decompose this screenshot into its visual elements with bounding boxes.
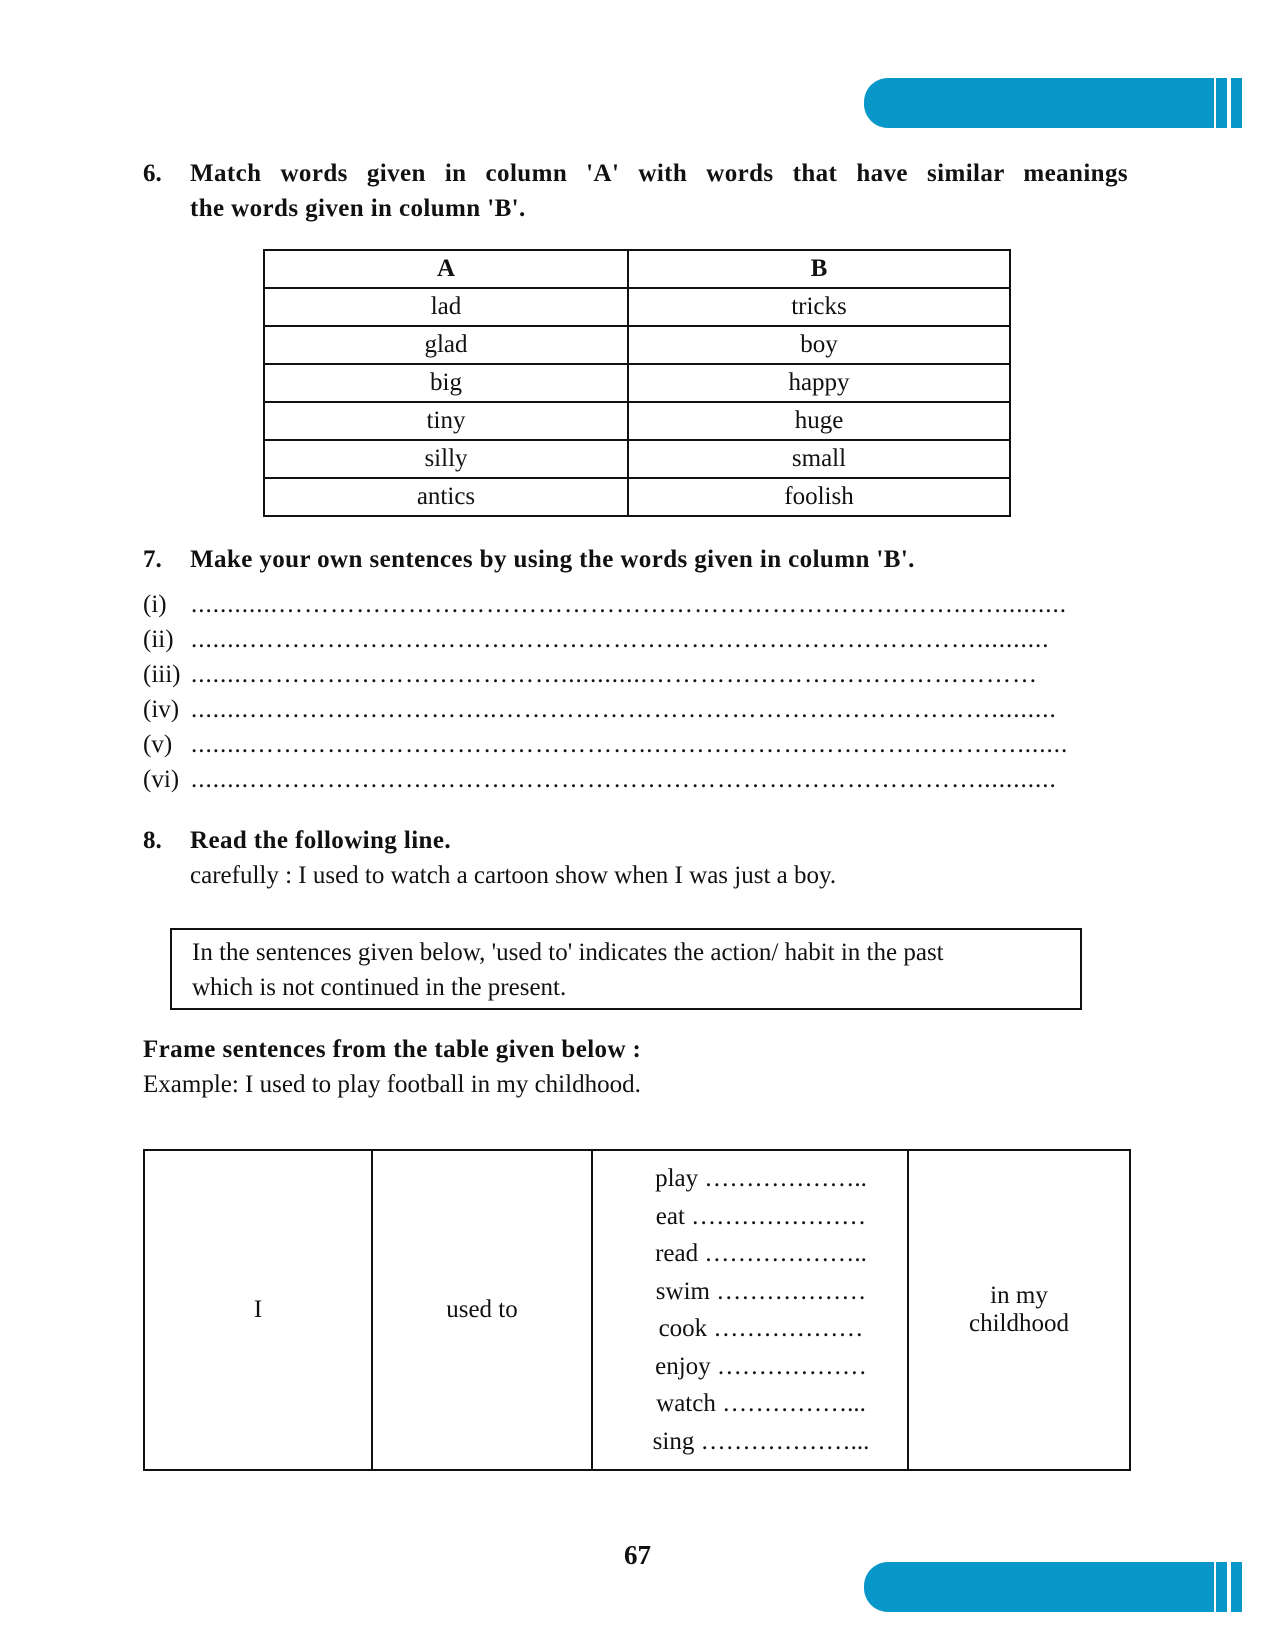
answer-line-dots: ............……………………………………………………………………..….......... bbox=[191, 591, 1067, 618]
footer-stripe bbox=[1231, 1562, 1242, 1612]
answer-line[interactable] bbox=[143, 724, 1128, 759]
column-a-cell: antics bbox=[264, 478, 628, 516]
verb-item: swim ……………… bbox=[655, 1277, 867, 1305]
column-b-cell: small bbox=[628, 440, 1010, 478]
answer-line-label: (ii) bbox=[143, 626, 174, 653]
question-6-line-2: the words given in column 'B'. bbox=[190, 195, 526, 222]
answer-line-label: (i) bbox=[143, 591, 167, 618]
time-phrase-line-1: in my bbox=[990, 1282, 1048, 1309]
verb-item: watch ……………... bbox=[656, 1390, 866, 1417]
footer-decoration bbox=[864, 1562, 1256, 1612]
answer-line-dots: ........…………………………………………………………………………........... bbox=[191, 766, 1057, 793]
column-b-cell: boy bbox=[628, 326, 1010, 364]
column-b-cell: tricks bbox=[628, 288, 1010, 326]
column-a-cell: lad bbox=[264, 288, 628, 326]
question-7-text: Make your own sentences by using the words given in column 'B'. bbox=[190, 546, 915, 573]
table-row bbox=[264, 440, 1010, 478]
verb-item: play ……………….. bbox=[655, 1165, 867, 1192]
header-stripe bbox=[1231, 78, 1242, 128]
column-a-cell: silly bbox=[264, 440, 628, 478]
answer-line-label: (vi) bbox=[143, 766, 180, 793]
answer-line-dots: ........………………………..…………………………………………………......... bbox=[191, 696, 1057, 723]
header-stripe bbox=[1216, 78, 1227, 128]
answer-line[interactable] bbox=[143, 689, 1128, 724]
substitution-row bbox=[144, 1150, 1130, 1470]
column-a-cell: tiny bbox=[264, 402, 628, 440]
answer-line-dots: ........………………………………………………………………………….......... bbox=[191, 626, 1050, 653]
frame-heading: Frame sentences from the table given below : bbox=[143, 1036, 642, 1063]
answer-line-label: (iv) bbox=[143, 696, 180, 723]
verb-item: eat ………………… bbox=[655, 1202, 867, 1230]
question-8-title: Read the following line. bbox=[190, 827, 451, 854]
table-row bbox=[264, 288, 1010, 326]
question-7-number: 7. bbox=[143, 546, 162, 573]
substitution-table bbox=[143, 1149, 1131, 1471]
column-b-cell: huge bbox=[628, 402, 1010, 440]
footer-blue-bar bbox=[864, 1562, 1214, 1612]
answer-line-dots: ........………………………………............……………………………………… bbox=[191, 661, 1038, 688]
header-blue-bar bbox=[864, 78, 1214, 128]
answer-line[interactable] bbox=[143, 654, 1128, 689]
answer-line[interactable] bbox=[143, 584, 1128, 619]
answer-lines bbox=[143, 584, 1128, 794]
column-b-cell: foolish bbox=[628, 478, 1010, 516]
note-box bbox=[170, 928, 1082, 1010]
answer-line[interactable] bbox=[143, 619, 1128, 654]
note-line-1: In the sentences given below, 'used to' indicates the action/ habit in the past bbox=[192, 939, 944, 966]
header-decoration bbox=[864, 78, 1256, 128]
used-to-cell: used to bbox=[372, 1150, 592, 1470]
answer-line-label: (v) bbox=[143, 731, 173, 758]
answer-line-label: (iii) bbox=[143, 661, 181, 688]
question-6-number: 6. bbox=[143, 160, 162, 187]
question-8-sentence: carefully : I used to watch a cartoon show when I was just a boy. bbox=[190, 862, 837, 889]
note-line-2: which is not continued in the present. bbox=[192, 974, 567, 1001]
table-row bbox=[264, 364, 1010, 402]
subject-cell: I bbox=[144, 1150, 372, 1470]
column-b-cell: happy bbox=[628, 364, 1010, 402]
time-phrase-line-2: childhood bbox=[969, 1310, 1069, 1337]
verb-item: read ……………….. bbox=[655, 1240, 867, 1267]
verb-item: enjoy ……………… bbox=[655, 1352, 867, 1380]
page-number: 67 bbox=[624, 1540, 651, 1570]
verb-item: cook ……………… bbox=[658, 1315, 864, 1342]
column-a-header: A bbox=[264, 250, 628, 288]
column-a-cell: glad bbox=[264, 326, 628, 364]
table-row bbox=[264, 402, 1010, 440]
answer-line-dots: ........………………………………………..……………………………………....... bbox=[191, 731, 1069, 758]
verbs-cell bbox=[592, 1150, 908, 1470]
answer-line[interactable] bbox=[143, 759, 1128, 794]
table-row bbox=[264, 326, 1010, 364]
column-b-header: B bbox=[628, 250, 1010, 288]
match-table bbox=[263, 249, 1011, 517]
frame-example: Example: I used to play football in my childhood. bbox=[143, 1071, 641, 1098]
footer-stripe bbox=[1216, 1562, 1227, 1612]
column-a-cell: big bbox=[264, 364, 628, 402]
verb-item: sing ………………... bbox=[652, 1427, 870, 1455]
match-table-header bbox=[264, 250, 1010, 288]
table-row bbox=[264, 478, 1010, 516]
question-8-number: 8. bbox=[143, 827, 162, 854]
time-phrase-cell bbox=[908, 1150, 1130, 1470]
question-6-line-1: Match words given in column 'A' with words that have similar meanings bbox=[190, 160, 1128, 187]
